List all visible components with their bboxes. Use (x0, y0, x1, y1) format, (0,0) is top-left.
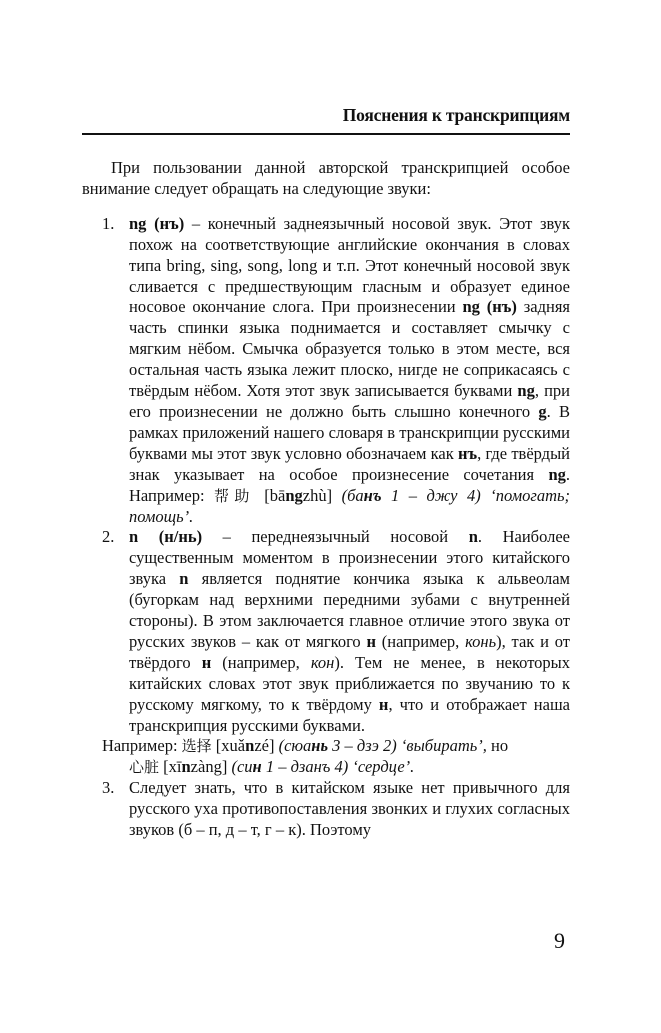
example-gloss: ‘помогать; помощь’. (129, 485, 570, 526)
pinyin: zé] (254, 736, 275, 756)
item-number: 3. (102, 778, 115, 798)
term: нъ (457, 443, 478, 463)
transcription-run: (ба (341, 485, 364, 505)
sound-list (82, 214, 570, 737)
transcription-bold: нъ (363, 485, 382, 505)
example-hanzi: 帮助 (214, 486, 255, 505)
pinyin-bold: n (245, 736, 255, 756)
term: ng (нъ) (462, 297, 517, 317)
example-hanzi: 心脏 (129, 758, 160, 777)
example-gloss: ‘выбирать’, (396, 736, 487, 756)
transcription-run: (сюа (274, 736, 312, 756)
text-run: (например, (376, 631, 466, 651)
transcription-run: (си (227, 757, 253, 777)
text-run: , при его произнесении не должно быть слышно конечного (129, 381, 570, 421)
pinyin-bold: n (181, 757, 191, 777)
sound-list-continued (82, 778, 570, 841)
example-label: Например: (102, 736, 182, 756)
example-continuation (102, 757, 570, 778)
book-page (82, 0, 570, 1033)
term: ng (548, 464, 566, 484)
example-word: кон (310, 652, 335, 672)
list-item (82, 527, 570, 736)
text-run: является поднятие кончика языка к альвеолам (бугоркам над верхними передними зубами с внутренней стороны). В этом заключается главное отличие этого звука от русских звуков – как от мягкого (129, 569, 570, 651)
text-run: ), так и от твёрдого (129, 631, 570, 672)
body-text (82, 158, 570, 841)
example-block (82, 736, 570, 778)
text-run: . Наиболее существенным моментом в произнесении этого китайского звука (129, 527, 570, 589)
example-word: конь (465, 631, 497, 651)
text-run: . Например: (129, 464, 570, 505)
pinyin: zàng] (190, 757, 228, 777)
term: n (н/нь) (129, 527, 203, 547)
transcription-run: 3 – дзэ 2) (328, 736, 397, 756)
example-hanzi: 选择 (181, 737, 212, 756)
pinyin: [bā (254, 485, 286, 505)
text-run: . В рамках приложений нашего словаря в транскрипции русскими буквами мы этот звук условно обозначаем как (129, 401, 570, 463)
term: н (201, 652, 212, 672)
item-number: 2. (102, 527, 115, 547)
item-number: 1. (102, 213, 115, 233)
list-item (82, 214, 570, 528)
text-run: – конечный заднеязычный носовой звук. Этот звук похож на соответствующие английские окончания в словах типа bring, sing, song, long и т.п. Этот конечный носовой звук сливается с предшествующим гласным и образует единое носовое окончание слога. При произнесении (129, 213, 570, 317)
term: ng (517, 381, 535, 401)
header-rule (82, 133, 570, 135)
transcription-bold: н (252, 757, 262, 777)
example-gloss: ‘сердце’. (348, 757, 415, 777)
term: ng (нъ) (129, 213, 185, 233)
text-run: , что и отображает наша транскрипция русскими буквами. (129, 694, 570, 735)
transcription-run: 1 – джу 4) (381, 485, 481, 505)
pinyin-bold: ng (285, 485, 303, 505)
list-item (82, 778, 570, 841)
term: n (179, 569, 189, 589)
example-transcription (274, 736, 396, 755)
page-title: Пояснения к транскрипциям (342, 105, 570, 125)
text-run: (например, (211, 652, 311, 672)
pinyin: [xī (159, 757, 182, 777)
pinyin: [xuǎ (211, 736, 246, 756)
term: н (366, 631, 376, 651)
intro-paragraph: При пользовании данной авторской транскрипцией особое внимание следует обращать на следующие звуки: (82, 158, 570, 198)
term: н (378, 694, 389, 714)
text-run: но (486, 736, 509, 756)
text-run: , где твёрдый знак указывает на особое произнесение сочетания (129, 443, 570, 484)
text-run: – переднеязычный носовой (202, 527, 469, 547)
text-run: ). Тем не менее, в некоторых китайских словах этот звук приближается по звучанию то к русскому мягкому, то к твёрдому (129, 652, 571, 714)
pinyin: zhù] (302, 485, 333, 505)
term: n (468, 527, 478, 547)
text-run: Следует знать, что в китайском языке нет привычного для русского уха противопоставления звонких и глухих согласных звуков (б – п, д – т, г – к). Поэтому (129, 778, 570, 840)
example-transcription (227, 757, 348, 776)
text-run: задняя часть спинки языка поднимается и составляет смычку с мягким нёбом. Смычка образуется только в этом месте, вся остальная часть языка лежит плоско, нигде не соприкасаясь с твёрдым нёбом. Хотя этот звук записывается буквами (129, 297, 571, 401)
transcription-bold: нь (311, 736, 328, 756)
transcription-run: 1 – дзанъ 4) (261, 757, 349, 777)
term: g (538, 401, 547, 421)
page-number: 9 (554, 928, 565, 953)
example-transcription (342, 486, 481, 505)
